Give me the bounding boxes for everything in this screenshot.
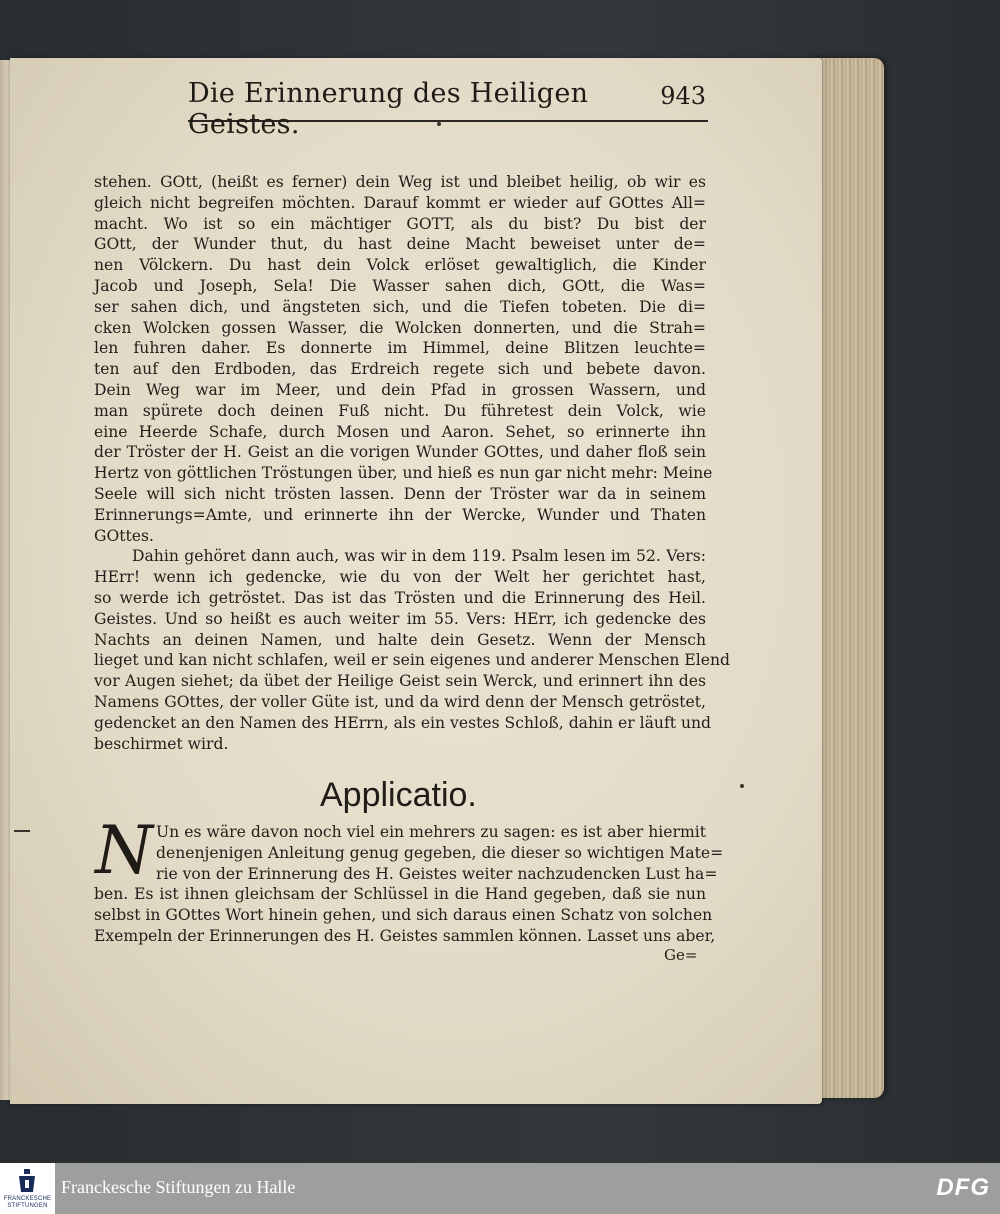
catchword: Ge=: [664, 946, 698, 964]
text-line: nen Völckern. Du hast dein Volck erlöset gewaltiglich, die Kinder: [94, 256, 706, 275]
text-line: ser sahen dich, und ängsteten sich, und die Tiefen tobeten. Die di=: [94, 297, 706, 316]
text-line: macht. Wo ist so ein mächtiger GOTT, als du bist? Du bist der: [94, 214, 706, 233]
text-line: Un es wäre davon noch viel ein mehrers zu sagen: es ist aber hiermit: [156, 823, 706, 841]
text-line: man spürete doch deinen Fuß nicht. Du führetest dein Volck, wie: [94, 401, 706, 420]
text-line: vor Augen siehet; da übet der Heilige Geist sein Werck, und erinnert ihn des: [94, 672, 706, 691]
institution-emblem-icon: [16, 1168, 38, 1194]
text-line: gedencket an den Namen des HErrn, als ein vestes Schloß, dahin er läuft und: [94, 713, 712, 732]
text-line: Exempeln der Erinnerungen des H. Geistes sammlen können. Lasset uns aber,: [94, 926, 716, 945]
logo-text: FRANCKESCHE STIFTUNGEN: [3, 1196, 52, 1209]
page-number: 943: [660, 82, 706, 110]
text-line: GOtt, der Wunder thut, du hast deine Macht beweiset unter de=: [94, 235, 706, 254]
text-line: gleich nicht begreifen möchten. Darauf kommt er wieder auf GOttes All=: [94, 193, 706, 212]
section-heading: Applicatio.: [320, 776, 477, 814]
application-text: [94, 812, 724, 947]
text-line: beschirmet wird.: [94, 734, 229, 753]
text-line: so werde ich getröstet. Das ist das Trösten und die Erinnerung des Heil.: [94, 588, 706, 607]
text-line: Jacob und Joseph, Sela! Die Wasser sahen dich, GOtt, die Was=: [94, 276, 706, 295]
institution-name[interactable]: Franckesche Stiftungen zu Halle: [61, 1177, 296, 1197]
text-line: cken Wolcken gossen Wasser, die Wolcken donnerten, und die Strah=: [94, 318, 706, 337]
text-line: lieget und kan nicht schlafen, weil er sein eigenes und anderer Menschen Elend: [94, 651, 731, 670]
book-page-edges: [812, 58, 884, 1098]
text-line: Nachts an deinen Namen, und halte dein Gesetz. Wenn der Mensch: [94, 630, 706, 649]
footer-bar: [0, 1163, 1000, 1214]
text-line: ben. Es ist ihnen gleichsam der Schlüssel in die Hand gegeben, daß sie nun: [94, 885, 706, 904]
text-line: Dahin gehöret dann auch, was wir in dem 119. Psalm lesen im 52. Vers:: [132, 547, 706, 566]
text-line: selbst in GOttes Wort hinein gehen, und sich daraus einen Schatz von solchen: [94, 906, 713, 925]
text-line: len fuhren daher. Es donnerte im Himmel, deine Blitzen leuchte=: [94, 339, 706, 358]
body-text: [94, 172, 731, 754]
ink-spot: [740, 784, 744, 788]
dfg-logo[interactable]: DFG: [936, 1174, 990, 1201]
text-line: denenjenigen Anleitung genug gegeben, die dieser so wichtigen Mate=: [156, 843, 724, 862]
text-line: ten auf den Erdboden, das Erdreich regete sich und bebete davon.: [94, 360, 706, 379]
running-head: [188, 72, 708, 140]
text-line: rie von der Erinnerung des H. Geistes weiter nachzudencken Lust ha=: [156, 864, 718, 883]
text-line: Hertz von göttlichen Tröstungen über, und hieß es nun gar nicht mehr: Meine: [94, 464, 713, 483]
text-line: Namens GOttes, der voller Güte ist, und da wird denn der Mensch getröstet,: [94, 692, 706, 711]
margin-mark: [14, 830, 30, 832]
text-line: stehen. GOtt, (heißt es ferner) dein Weg ist und bleibet heilig, ob wir es: [94, 173, 706, 191]
text-line: Dein Weg war im Meer, und dein Pfad in grossen Wassern, und: [94, 380, 706, 399]
running-title: Die Erinnerung des Heiligen Geistes.: [188, 78, 589, 140]
text-line: Geistes. Und so heißt es auch weiter im 55. Vers: HErr, ich gedencke des: [94, 609, 706, 628]
text-line: eine Heerde Schafe, durch Mosen und Aaron. Sehet, so erinnerte ihn: [94, 422, 706, 441]
text-line: Erinnerungs=Amte, und erinnerte ihn der Wercke, Wunder und Thaten: [94, 505, 706, 524]
text-line: der Tröster der H. Geist an die vorigen Wunder GOttes, und daher floß sein: [94, 443, 706, 462]
drop-cap: N: [95, 812, 153, 889]
ornament-dot: [437, 122, 441, 126]
text-line: Seele will sich nicht trösten lassen. Denn der Tröster war da in seinem: [94, 484, 706, 503]
text-line: GOttes.: [94, 526, 154, 545]
text-line: HErr! wenn ich gedencke, wie du von der Welt her gerichtet hast,: [94, 568, 706, 587]
institution-logo[interactable]: [0, 1163, 55, 1214]
previous-page-edge: [0, 60, 10, 1100]
